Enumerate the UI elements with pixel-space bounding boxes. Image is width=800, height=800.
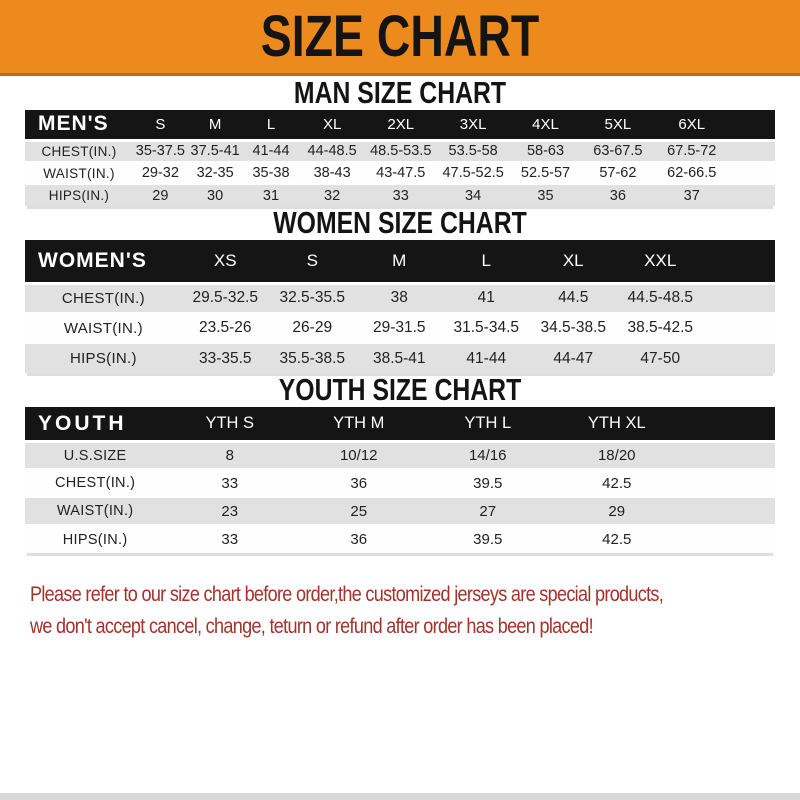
measure-cell: 36 (294, 525, 423, 553)
size-column-header: YTH L (423, 407, 552, 441)
measurement-row (25, 497, 775, 525)
size-chart-banner (0, 0, 800, 76)
measure-cell: 29-32 (133, 162, 188, 184)
measure-cell: 34 (437, 184, 510, 206)
men-section-heading: MAN SIZE CHART (293, 75, 507, 110)
measure-cell: 27 (423, 497, 552, 525)
row-label: WAIST(IN.) (25, 497, 165, 525)
measure-cell: 67.5-72 (654, 140, 729, 162)
row-label: CHEST(IN.) (25, 283, 182, 313)
measure-cell: 35-38 (243, 162, 300, 184)
size-column-header: M (188, 110, 243, 140)
row-label: HIPS(IN.) (25, 343, 182, 373)
measure-cell: 38-43 (300, 162, 365, 184)
measure-cell: 14/16 (423, 441, 552, 469)
spacer-cell (681, 525, 775, 553)
spacer-cell (704, 283, 775, 313)
row-label: CHEST(IN.) (25, 140, 133, 162)
notice-line-2: we don't accept cancel, change, teturn or refund after order has been placed! (30, 615, 593, 639)
size-column-header: M (356, 240, 443, 283)
measure-cell: 35-37.5 (133, 140, 188, 162)
row-label: HIPS(IN.) (25, 525, 165, 553)
table-corner-label: YOUTH (25, 407, 165, 441)
measure-cell: 31.5-34.5 (443, 313, 530, 343)
measure-cell: 41-44 (243, 140, 300, 162)
bottom-edge-strip (0, 793, 800, 800)
size-column-header: 4XL (510, 110, 582, 140)
spacer-cell (704, 343, 775, 373)
women-size-table (25, 240, 775, 373)
table-corner-label: WOMEN'S (25, 240, 182, 283)
size-column-header: XL (300, 110, 365, 140)
size-header-row (25, 407, 775, 441)
men-size-section (0, 76, 800, 206)
measure-cell: 18/20 (552, 441, 681, 469)
measurement-row (25, 162, 775, 184)
size-column-header: 2XL (365, 110, 437, 140)
spacer-cell (704, 313, 775, 343)
measure-cell: 62-66.5 (654, 162, 729, 184)
size-header-row (25, 110, 775, 140)
measure-cell: 31 (243, 184, 300, 206)
size-column-header: 6XL (654, 110, 729, 140)
table-corner-label: MEN'S (25, 110, 133, 140)
measure-cell: 37 (654, 184, 729, 206)
row-label: HIPS(IN.) (25, 184, 133, 206)
measure-cell: 29 (552, 497, 681, 525)
measure-cell: 8 (165, 441, 294, 469)
row-label: U.S.SIZE (25, 441, 165, 469)
measure-cell: 29 (133, 184, 188, 206)
spacer-cell (681, 469, 775, 497)
measure-cell: 43-47.5 (365, 162, 437, 184)
measure-cell: 52.5-57 (510, 162, 582, 184)
women-size-section (0, 206, 800, 373)
size-column-header: 5XL (582, 110, 655, 140)
measure-cell: 44.5 (530, 283, 617, 313)
measure-cell: 30 (188, 184, 243, 206)
size-column-header: XL (530, 240, 617, 283)
size-column-header: YTH M (294, 407, 423, 441)
measure-cell: 44-47 (530, 343, 617, 373)
measure-cell: 29.5-32.5 (182, 283, 269, 313)
measure-cell: 35.5-38.5 (269, 343, 356, 373)
measure-cell: 47.5-52.5 (437, 162, 510, 184)
measure-cell: 23 (165, 497, 294, 525)
measure-cell: 38 (356, 283, 443, 313)
measurement-row (25, 184, 775, 206)
measure-cell: 44.5-48.5 (617, 283, 704, 313)
measurement-row (25, 313, 775, 343)
order-notice (0, 579, 800, 643)
youth-size-section (0, 373, 800, 553)
measurement-row (25, 283, 775, 313)
measure-cell: 44-48.5 (300, 140, 365, 162)
banner-title: SIZE CHART (260, 3, 540, 69)
measure-cell: 36 (294, 469, 423, 497)
measure-cell: 41-44 (443, 343, 530, 373)
measure-cell: 47-50 (617, 343, 704, 373)
size-column-header: XXL (617, 240, 704, 283)
measure-cell: 36 (582, 184, 655, 206)
measure-cell: 33-35.5 (182, 343, 269, 373)
spacer-cell (681, 407, 775, 441)
size-column-header: YTH S (165, 407, 294, 441)
measurement-row (25, 140, 775, 162)
measure-cell: 10/12 (294, 441, 423, 469)
measure-cell: 57-62 (582, 162, 655, 184)
measure-cell: 29-31.5 (356, 313, 443, 343)
measure-cell: 33 (365, 184, 437, 206)
measure-cell: 25 (294, 497, 423, 525)
measure-cell: 32-35 (188, 162, 243, 184)
measure-cell: 35 (510, 184, 582, 206)
size-column-header: S (269, 240, 356, 283)
measure-cell: 37.5-41 (188, 140, 243, 162)
spacer-cell (729, 184, 775, 206)
measure-cell: 58-63 (510, 140, 582, 162)
size-column-header: 3XL (437, 110, 510, 140)
youth-section-heading: YOUTH SIZE CHART (278, 372, 522, 408)
size-column-header: YTH XL (552, 407, 681, 441)
row-label: CHEST(IN.) (25, 469, 165, 497)
measure-cell: 42.5 (552, 469, 681, 497)
measurement-row (25, 343, 775, 373)
measure-cell: 39.5 (423, 525, 552, 553)
measure-cell: 48.5-53.5 (365, 140, 437, 162)
size-column-header: S (133, 110, 188, 140)
measure-cell: 41 (443, 283, 530, 313)
women-section-heading: WOMEN SIZE CHART (273, 205, 527, 241)
spacer-cell (729, 140, 775, 162)
measure-cell: 63-67.5 (582, 140, 655, 162)
measure-cell: 32 (300, 184, 365, 206)
measure-cell: 42.5 (552, 525, 681, 553)
spacer-cell (729, 162, 775, 184)
measurement-row (25, 525, 775, 553)
row-label: WAIST(IN.) (25, 162, 133, 184)
measure-cell: 23.5-26 (182, 313, 269, 343)
spacer-cell (681, 441, 775, 469)
youth-size-table (25, 407, 775, 553)
spacer-cell (729, 110, 775, 140)
row-label: WAIST(IN.) (25, 313, 182, 343)
spacer-cell (681, 497, 775, 525)
measure-cell: 38.5-41 (356, 343, 443, 373)
size-column-header: L (443, 240, 530, 283)
measure-cell: 33 (165, 469, 294, 497)
measure-cell: 53.5-58 (437, 140, 510, 162)
size-header-row (25, 240, 775, 283)
measurement-row (25, 469, 775, 497)
measure-cell: 32.5-35.5 (269, 283, 356, 313)
spacer-cell (704, 240, 775, 283)
measure-cell: 33 (165, 525, 294, 553)
measurement-row (25, 441, 775, 469)
size-column-header: L (243, 110, 300, 140)
measure-cell: 26-29 (269, 313, 356, 343)
measure-cell: 38.5-42.5 (617, 313, 704, 343)
measure-cell: 39.5 (423, 469, 552, 497)
measure-cell: 34.5-38.5 (530, 313, 617, 343)
men-size-table (25, 110, 775, 206)
size-column-header: XS (182, 240, 269, 283)
notice-line-1: Please refer to our size chart before order,the customized jerseys are special products, (30, 583, 664, 607)
